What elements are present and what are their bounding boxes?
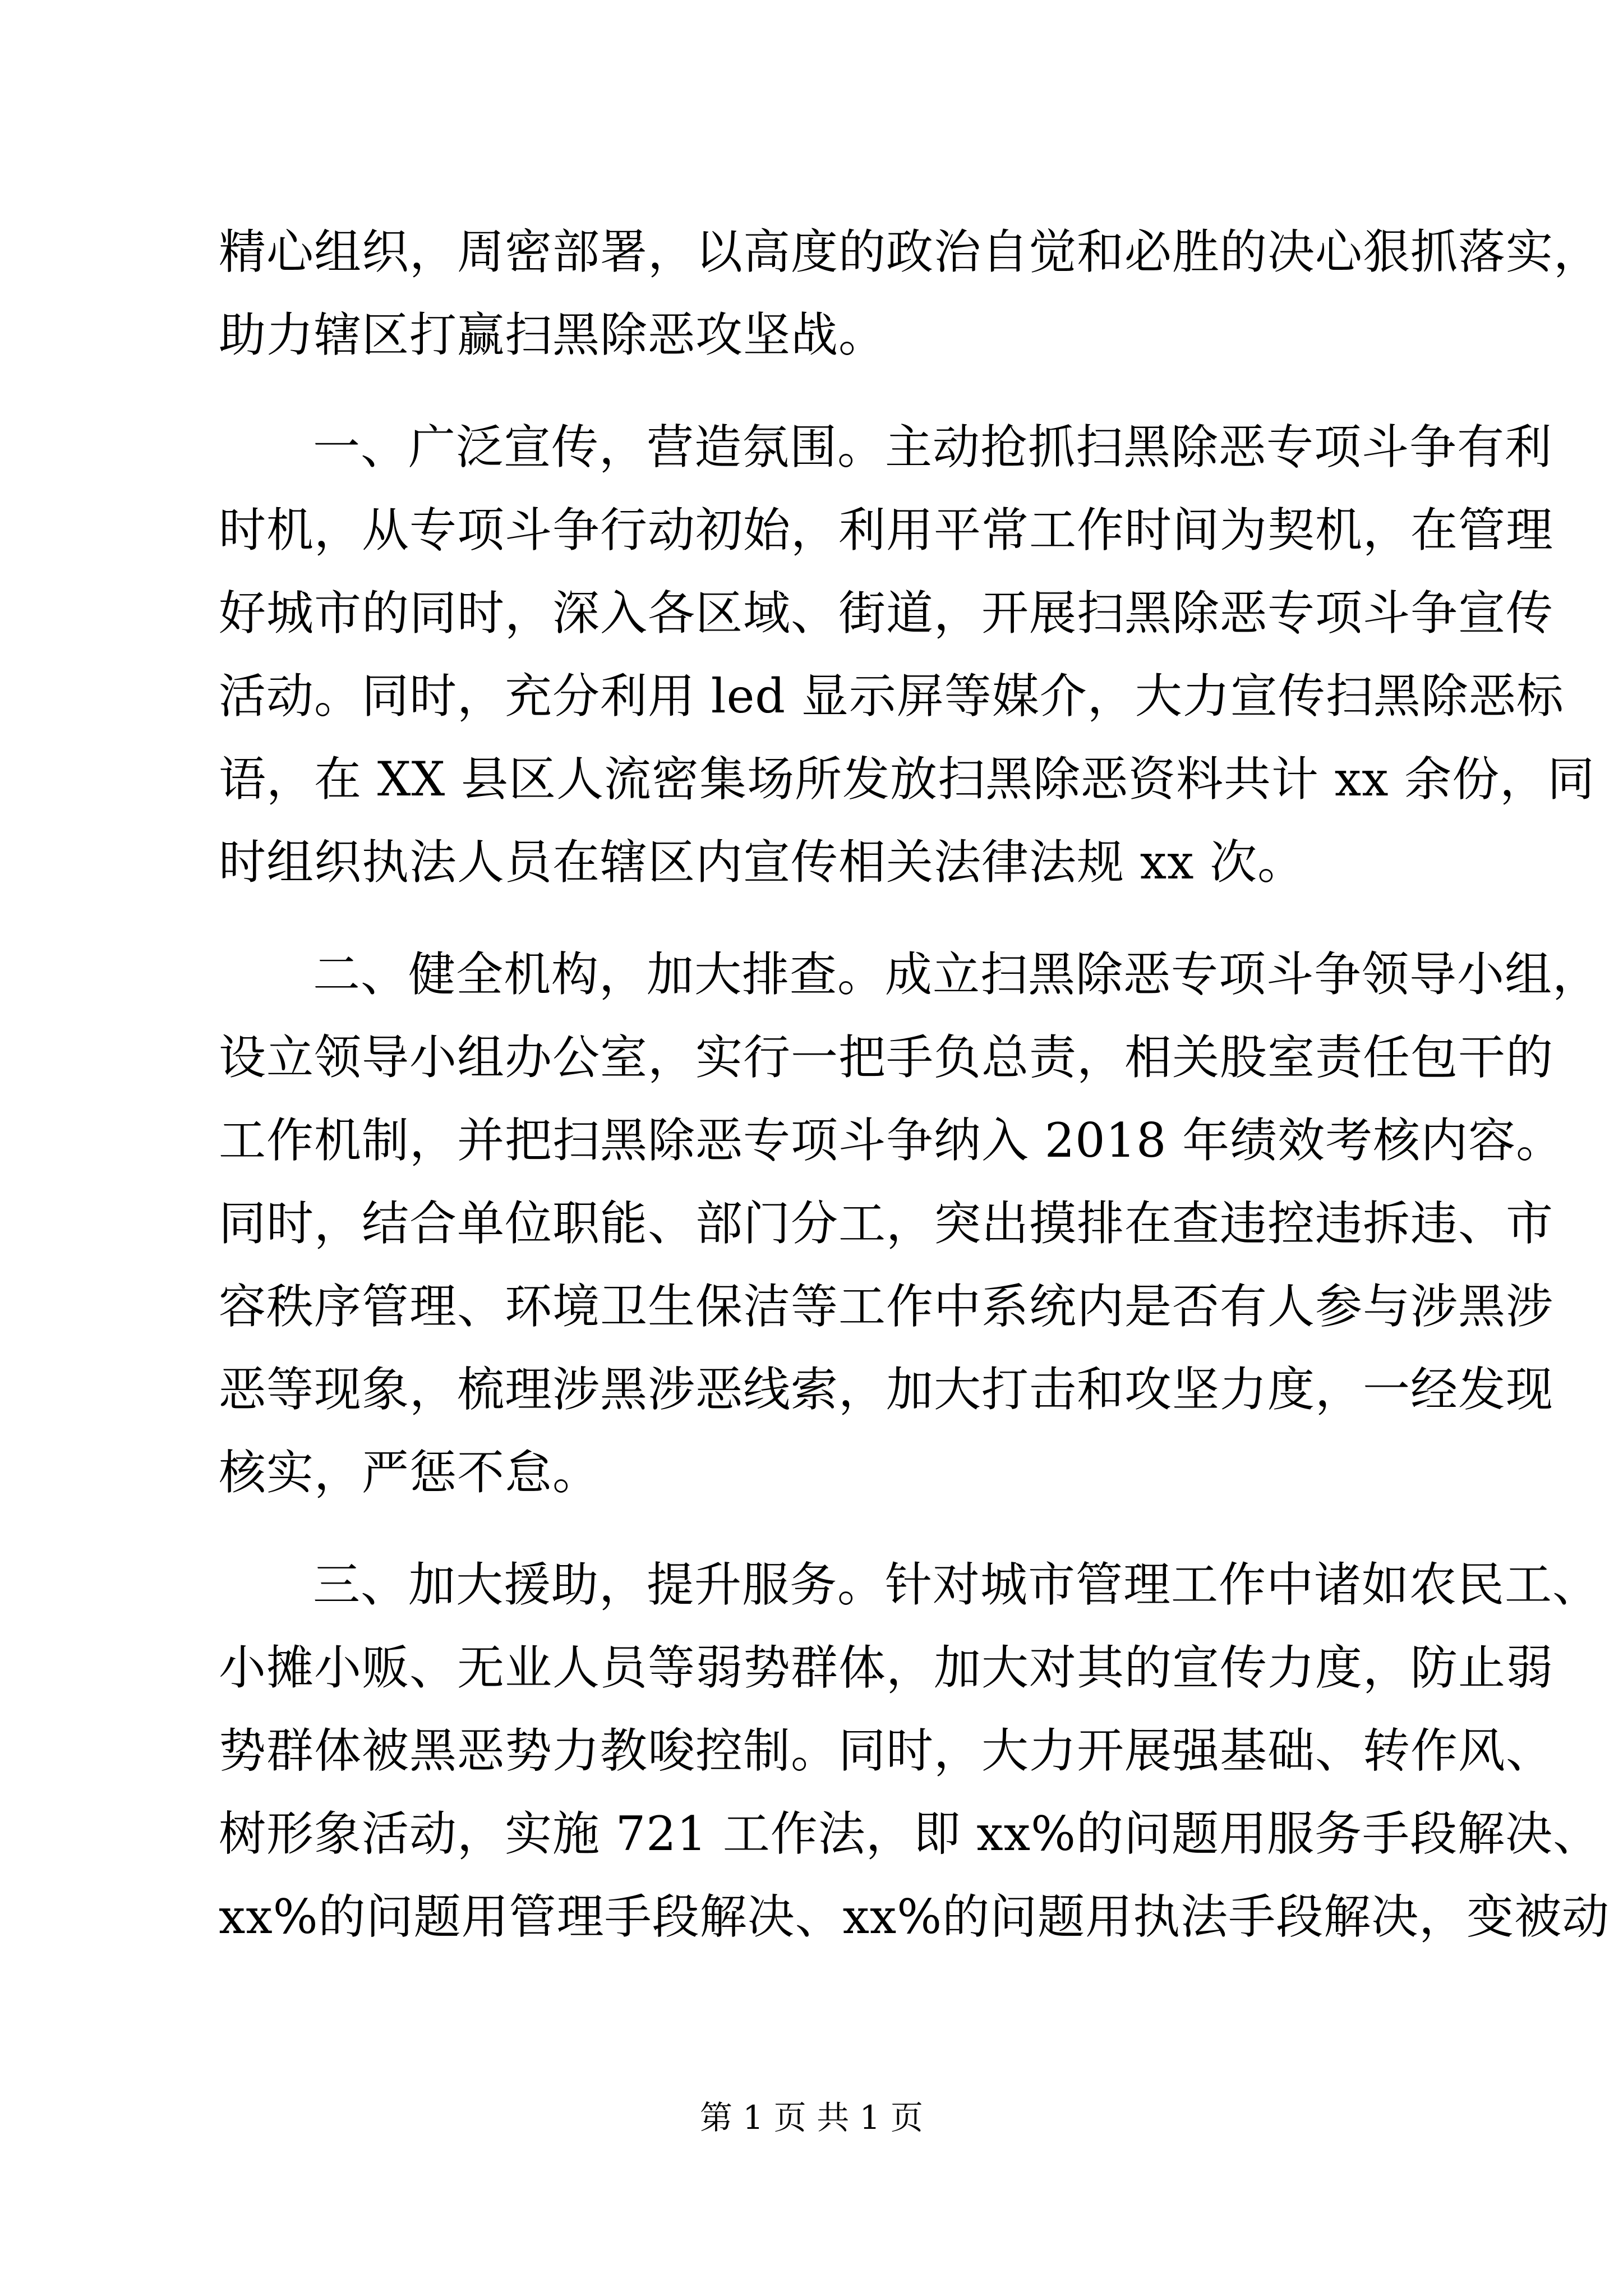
paragraph-1-heading-line: 一、广泛宣传，营造氛围。主动抢抓扫黑除恶专项斗争有利 [313,420,1553,475]
text-line: 时机，从专项斗争行动初始，利用平常工作时间为契机，在管理 [219,503,1554,558]
text-line: 语，在 XX 县区人流密集场所发放扫黑除恶资料共计 xx 余份，同 [219,752,1596,807]
text-line: 好城市的同时，深入各区域、街道，开展扫黑除恶专项斗争宣传 [219,586,1554,641]
paragraph-2-heading-line: 二、健全机构，加大排查。成立扫黑除恶专项斗争领导小组， [313,947,1601,1002]
text-line: 设立领导小组办公室，实行一把手负总责，相关股室责任包干的 [219,1030,1554,1085]
page-footer: 第 1 页 共 1 页 [700,2099,923,2137]
text-line: 精心组织，周密部署，以高度的政治自觉和必胜的决心狠抓落实， [219,224,1602,279]
text-line: 恶等现象，梳理涉黑涉恶线索，加大打击和攻坚力度，一经发现 [219,1362,1554,1417]
text-line: 小摊小贩、无业人员等弱势群体，加大对其的宣传力度，防止弱 [219,1640,1554,1695]
text-line: 核实，严惩不怠。 [219,1445,601,1500]
text-line: 容秩序管理、环境卫生保洁等工作中系统内是否有人参与涉黑涉 [219,1279,1554,1334]
text-line: 树形象活动，实施 721 工作法，即 xx%的问题用服务手段解决、 [219,1806,1601,1861]
text-line: xx%的问题用管理手段解决、xx%的问题用执法手段解决，变被动 [219,1889,1610,1944]
text-line: 势群体被黑恶势力教唆控制。同时，大力开展强基础、转作风、 [219,1723,1554,1778]
paragraph-3-heading-line: 三、加大援助，提升服务。针对城市管理工作中诸如农民工、 [313,1557,1601,1612]
text-line: 时组织执法人员在辖区内宣传相关法律法规 xx 次。 [219,835,1306,890]
text-line: 工作机制，并把扫黑除恶专项斗争纳入 2018 年绩效考核内容。 [219,1113,1564,1168]
text-line: 同时，结合单位职能、部门分工，突出摸排在查违控违拆违、市 [219,1196,1554,1251]
document-body [219,210,1610,1958]
text-line: 助力辖区打赢扫黑除恶攻坚战。 [219,307,887,362]
text-line: 活动。同时，充分利用 led 显示屏等媒介，大力宣传扫黑除恶标 [219,669,1564,724]
